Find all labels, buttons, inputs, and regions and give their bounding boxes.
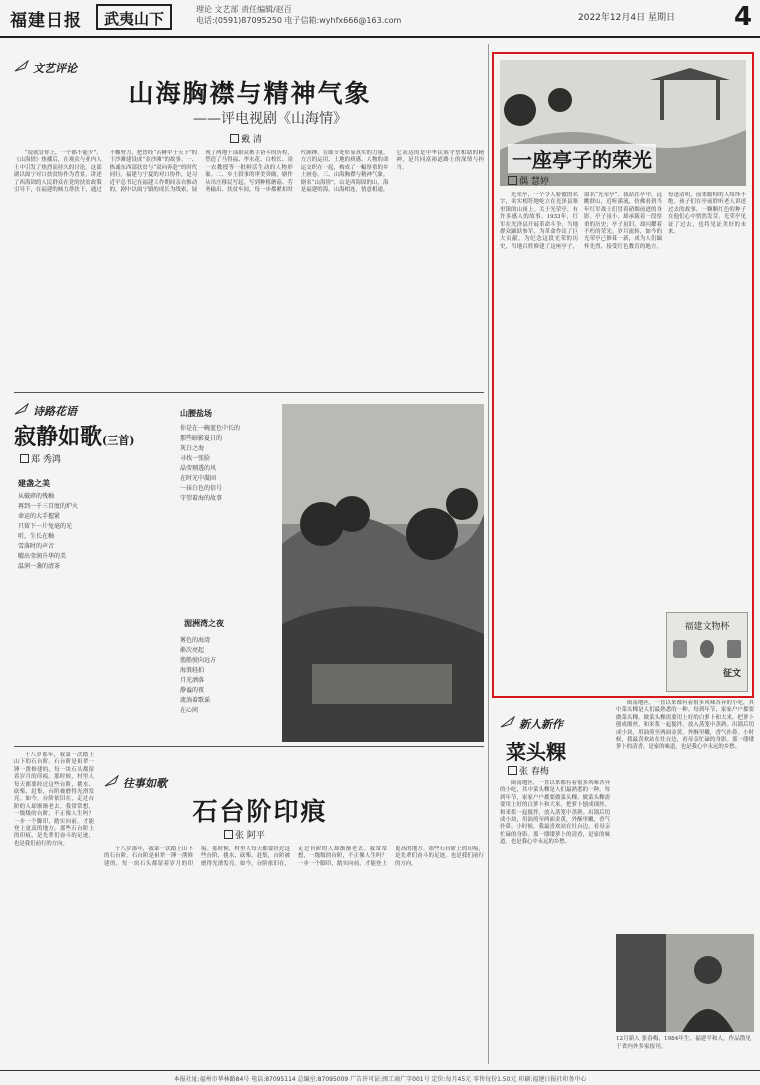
bronze-icon — [727, 640, 741, 658]
article2-author: 偶 慧婷 — [508, 174, 549, 187]
article5-body-right: 闽南地区，一直以来都有着很多风味各异的小吃，其中菜头粿是人们最熟悉的一种。每到年节，家家户户都要做菜头粿。做菜头粿需要用上好的白萝卜和大米，把萝卜刨成细丝，和米浆一起搅拌，放入蒸笼中蒸熟。出锅后切成小块，用油煎至两面金黄，外酥里嫩，香气扑鼻。小时候，我最喜欢站在灶台边，看母亲忙碌的身影。那一缕缕萝卜的清香，是家的味道，也是我心中永远的乡愁。 — [616, 700, 754, 751]
page-number: 4 — [734, 2, 753, 32]
section-tag-review: 文艺评论 — [14, 60, 77, 76]
poem1-body: 从破碎的残釉 再到一千三百度的炉火 命运的大手握紧 只留下一片兔毫的光 听，生长在釉 雪落时的声音 曜出莹润升华的美 温润一盏的清茶 — [18, 493, 79, 570]
author-photo — [616, 934, 754, 1032]
article1-subtitle: ——评电视剧《山海情》 — [193, 111, 347, 127]
newspaper-logo: 福建日报 — [10, 11, 82, 31]
article1-body: “说就冒你上，一个都不能少”。《山海情》热播后，在观众与业内人士中引发了热烈而持久的讨论。这部剧以闽宁对口扶贫协作为背景，讲述了西海固的人民群众在党的扶贫政策引导下，在福建的倾力帮扶下，通过不懈努力，把曾经“苦瘠甲于天下”的干沙滩建设成“金沙滩”的故事。一、热诚东西部扶贫与“双向奔赴”的时代同行。福建与宁夏的对口协作，是习近平总书记在福建工作期间亲自推动的。剧中以闽宁镇的成长为线索，展现了两地干部群众携手奋斗的历程，塑造了马得福、李水花、白校长、凌一农教授等一批鲜活生动的人物形象。二、乡土叙事的审美突破。剧作从吊庄移民写起，写到种植蘑菇、劳务输出、扶贫车间，每一步都紧扣时代脉搏，在细节处彰显真实的力量。方言的运用、土地的质感、人物的命运交织在一起，构成了一幅厚重的乡土画卷。三、山海胸襟与精神气象。剧名“山海情”，山是西海固的山，海是福建的海，山海相连，情意相通。它表达的是中华民族守望相助的精神，是共同富裕道路上的深情与担当。 — [14, 150, 484, 194]
article5-author: 张 春梅 — [508, 764, 549, 777]
poem1-title: 建盏之美 — [18, 478, 50, 488]
stamp-seal: 征文 — [722, 669, 741, 679]
article3-author: 郑 秀鸿 — [20, 452, 61, 465]
article4-body: 十八岁那年，我第一次踏上山下的石台阶。石台阶是祖辈一锤一凿修建的，每一块石头都留着岁月的印痕。那时候，村里人每天都要经过这些台阶，挑水、砍柴、赶集，台阶被磨得光滑发亮。如今，台阶依旧在，走过台阶的人却渐渐老去。我常常想，一级级的台阶，不正像人生吗？一步一个脚印，踏实向前，才能登上更高的地方。那些石台阶上的印痕，是先辈们奋斗的足迹，也是我们前行的方向。 — [104, 846, 484, 867]
feather-icon — [14, 60, 30, 72]
section-tag-poetry: 诗路花语 — [14, 403, 77, 419]
article4-title: 石台阶印痕 — [192, 797, 328, 826]
article5-title: 菜头粿 — [506, 740, 566, 764]
article2-title: 一座亭子的荣光 — [508, 144, 656, 173]
section-tag-people: 新人新作 — [500, 716, 563, 732]
article1-title: 山海胸襟与精神气象 — [128, 79, 372, 108]
article1-author: 戴 清 — [230, 132, 262, 145]
stamp-box-title: 福建文物杯 — [684, 622, 730, 632]
photo-caption: 12月新人 张春梅，1984年生，福建平和人，作品散见于省内外多家报刊。 — [616, 1036, 752, 1050]
poem2-title: 山腰盐场 — [180, 408, 212, 418]
landscape-photo — [282, 404, 484, 742]
article2-body: 光荣亭，一个令人骄傲的名字，名实相符地屹立在光泽县寨里镇的山岗上。关于光荣亭，有许多感人的故事。1933年，红军在光泽县开展革命斗争，当地群众踊跃参军，为革命作出了巨大贡献。为纪念这段光荣的历史，当地百姓修建了这座亭子，取名“光荣亭”。我站在亭中，远眺群山，近听溪流，仿佛看到当年红军战士们冒着硝烟前进的身影。亭子虽小，却承载着一段厚重的历史；亭子虽旧，却闪耀着不朽的荣光。岁月流转，如今的光荣亭已修葺一新，成为人们缅怀先烈、接受红色教育的地方。每逢清明，前来瞻仰的人络绎不绝。孩子们在亭前聆听老人讲述过去的故事，一颗颗红色的种子在他们心中悄然发芽。光荣亭见证了过去，也将见证美好的未来。 — [500, 192, 746, 250]
artifact-icons — [667, 640, 747, 658]
footer: 本报社址:福州市华林路84号 电话:87095114 总编室:87095009 广告许可证:闽工商广字001号 定价:每月45元 零售每份1.50元 印刷:福建日报社印务中心 — [0, 1070, 760, 1083]
bowl-icon — [700, 640, 714, 658]
page-name: 武夷山下 — [96, 4, 172, 30]
vase-icon — [673, 640, 687, 658]
article4-author: 张 阿平 — [224, 828, 265, 841]
article4-body-left: 十八岁那年，我第一次踏上山下的石台阶。石台阶是祖辈一锤一凿修建的，每一块石头都留着岁月的印痕。那时候，村里人每天都要经过这些台阶，挑水、砍柴、赶集，台阶被磨得光滑发亮。如今，台阶依旧在，走过台阶的人却渐渐老去。我常常想，一级级的台阶，不正像人生吗？一步一个脚印，踏实向前，才能登上更高的地方。那些石台阶上的印痕，是先辈们奋斗的足迹，也是我们前行的方向。 — [14, 752, 94, 847]
article5-body: 闽南地区，一直以来都有着很多风味各异的小吃，其中菜头粿是人们最熟悉的一种。每到年节，家家户户都要做菜头粿。做菜头粿需要用上好的白萝卜和大米，把萝卜刨成细丝，和米浆一起搅拌，放入蒸笼中蒸熟。出锅后切成小块，用油煎至两面金黄，外酥里嫩，香气扑鼻。小时候，我最喜欢站在灶台边，看母亲忙碌的身影。那一缕缕萝卜的清香，是家的味道，也是我心中永远的乡愁。 — [500, 780, 610, 846]
poem3-title: 湄洲湾之夜 — [184, 618, 224, 628]
issue-date: 2022年12月4日 星期日 — [578, 13, 675, 23]
section-tag-travel: 往事如歌 — [104, 775, 167, 791]
feather-icon — [14, 403, 30, 415]
feather-icon — [500, 716, 516, 728]
editor-info: 理论 文艺部 责任编辑/赵百 电话:(0591)87095250 电子信箱:wyhfx666@163.com — [196, 5, 402, 25]
article3-title: 寂静如歌(三首) — [14, 424, 135, 450]
masthead — [0, 0, 760, 38]
poem3-body: 雾色的海湾 渐次亮起 渔船驶向远方 海浪轻拍 月光洒落 静谧的夜 流淌着歌谣 在心间 — [180, 637, 217, 714]
poem2-body: 你是在一碗蓝色中长的 那些暗影夏日的 灰白之海 寻找一张脸 晶莹剔透的风 在时光中凝固 一抹白色的信号 守望着海的故事 — [180, 425, 241, 502]
feather-icon — [104, 775, 120, 787]
stamp-box — [666, 612, 748, 692]
